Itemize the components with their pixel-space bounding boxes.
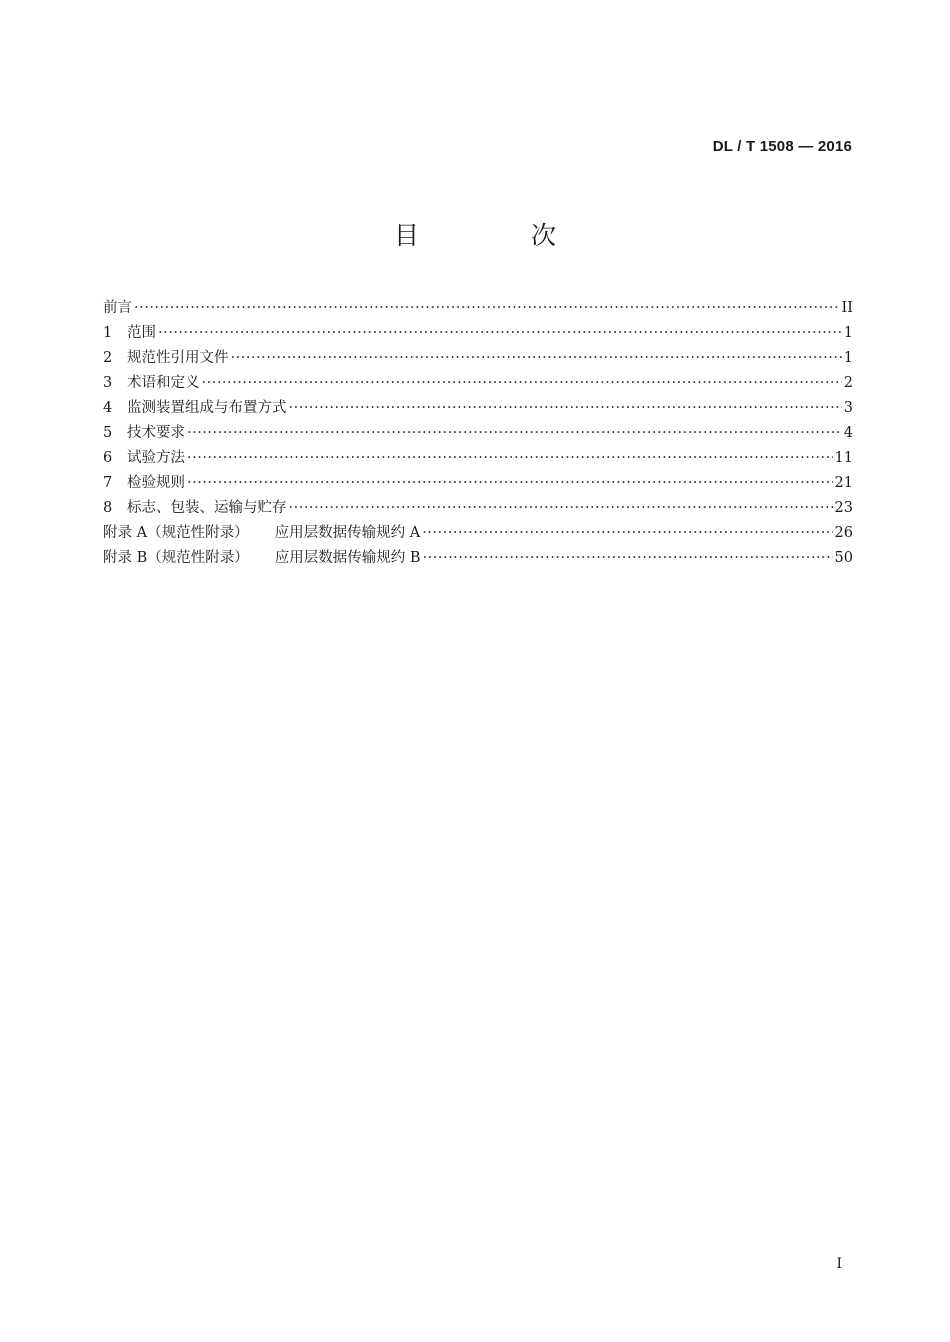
toc-entry-page: 4 <box>843 425 853 441</box>
toc-leader-dots <box>187 471 833 496</box>
toc-entry-page: 21 <box>834 475 853 491</box>
toc-entry-label: 检验规则 <box>127 475 185 491</box>
toc-entry-preface[interactable] <box>103 296 853 321</box>
toc-entry-label: 范围 <box>127 325 156 341</box>
toc-entry-number: 4 <box>103 400 113 416</box>
toc-entry-number: 7 <box>103 475 113 491</box>
toc-entry-page: 3 <box>843 400 853 416</box>
toc-entry-test-methods[interactable] <box>103 446 853 471</box>
toc-entry-page: 50 <box>834 550 853 566</box>
toc-entry-technical-requirements[interactable] <box>103 421 853 446</box>
toc-leader-dots <box>187 421 842 446</box>
toc-entry-terms[interactable] <box>103 371 853 396</box>
toc-leader-dots <box>423 546 833 571</box>
toc-entry-page: 26 <box>834 525 853 541</box>
toc-entry-label: 标志、包装、运输与贮存 <box>127 500 287 516</box>
toc-entry-label: 试验方法 <box>127 450 185 466</box>
toc-entry-number: 6 <box>103 450 113 466</box>
toc-entry-page: II <box>841 300 853 316</box>
toc-entry-number: 1 <box>103 325 113 341</box>
toc-entry-page: 11 <box>834 450 853 466</box>
toc-entry-inspection-rules[interactable] <box>103 471 853 496</box>
toc-entry-label: 监测装置组成与布置方式 <box>127 400 287 416</box>
toc-entry-page: 1 <box>843 325 853 341</box>
toc-entry-appendix-b[interactable] <box>103 546 853 571</box>
toc-leader-dots <box>289 396 842 421</box>
toc-entry-label: 附录 A（规范性附录） <box>103 525 249 541</box>
toc-leader-dots <box>202 371 842 396</box>
document-code: DL / T 1508 — 2016 <box>712 138 852 155</box>
toc-entry-marking-packaging[interactable] <box>103 496 853 521</box>
toc-entry-scope[interactable] <box>103 321 853 346</box>
toc-entry-page: 23 <box>834 500 853 516</box>
toc-entry-number: 2 <box>103 350 113 366</box>
toc-entry-appendix-a[interactable] <box>103 521 853 546</box>
toc-entry-label: 技术要求 <box>127 425 185 441</box>
toc-entry-normative-references[interactable] <box>103 346 853 371</box>
page-number: I <box>836 1256 842 1272</box>
toc-entry-number: 8 <box>103 500 113 516</box>
page-title: 目 次 <box>394 221 608 250</box>
toc-entry-page: 1 <box>843 350 853 366</box>
toc-entry-number: 5 <box>103 425 113 441</box>
toc-leader-dots <box>134 296 840 321</box>
toc-leader-dots <box>187 446 833 471</box>
toc-entry-page: 2 <box>843 375 853 391</box>
table-of-contents <box>103 296 853 571</box>
toc-entry-number: 3 <box>103 375 113 391</box>
toc-entry-label: 术语和定义 <box>127 375 200 391</box>
toc-entry-sublabel: 应用层数据传输规约 A <box>274 525 421 541</box>
toc-leader-dots <box>158 321 842 346</box>
toc-leader-dots <box>289 496 833 521</box>
toc-entry-sublabel: 应用层数据传输规约 B <box>274 550 421 566</box>
toc-entry-label: 前言 <box>103 300 132 316</box>
toc-leader-dots <box>231 346 842 371</box>
toc-leader-dots <box>422 521 832 546</box>
toc-entry-device-composition[interactable] <box>103 396 853 421</box>
toc-entry-label: 规范性引用文件 <box>127 350 229 366</box>
toc-entry-label: 附录 B（规范性附录） <box>103 550 249 566</box>
